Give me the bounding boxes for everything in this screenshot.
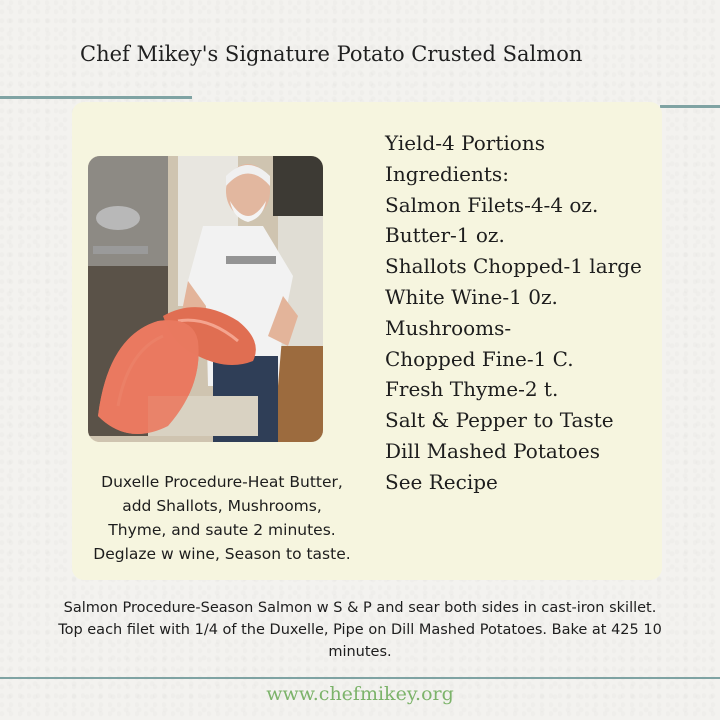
chef-with-salmon-photo-icon [88, 156, 323, 442]
chef-photo [88, 156, 323, 442]
recipe-line: Yield-4 Portions [385, 131, 545, 155]
recipe-line: Salt & Pepper to Taste [385, 408, 614, 433]
recipe-line: Salmon Filets-4-4 oz. [385, 192, 599, 217]
procedure-line: minutes. [328, 644, 392, 660]
recipe-line: Shallots Chopped-1 large [385, 254, 642, 279]
recipe-line: Butter-1 oz. [385, 223, 505, 248]
divider-top-right [660, 105, 720, 108]
duxelle-procedure [76, 470, 368, 566]
procedure-line: Top each filet with 1/4 of the Duxelle, Pipe on Dill Mashed Potatoes. Bake at 425 10 [58, 622, 662, 638]
divider-bottom [0, 677, 720, 679]
recipe-line: Mushrooms- [385, 315, 512, 340]
recipe-line: Chopped Fine-1 C. [385, 346, 574, 371]
divider-top-left [0, 96, 192, 99]
procedure-line: Duxelle Procedure-Heat Butter, [101, 473, 343, 491]
salmon-procedure [14, 597, 706, 663]
recipe-line: White Wine-1 0z. [385, 284, 558, 309]
page-title: Chef Mikey's Signature Potato Crusted Salmon [80, 42, 583, 66]
recipe-line: See Recipe [385, 469, 498, 494]
procedure-line: add Shallots, Mushrooms, [122, 497, 322, 515]
procedure-line: Deglaze w wine, Season to taste. [93, 545, 351, 563]
recipe-line: Dill Mashed Potatoes [385, 438, 600, 463]
recipe-line: Ingredients: [385, 161, 509, 186]
procedure-line: Thyme, and saute 2 minutes. [108, 521, 336, 539]
procedure-line: Salmon Procedure-Season Salmon w S & P and sear both sides in cast-iron skillet. [63, 600, 657, 616]
ingredients-list [385, 128, 675, 498]
website-link[interactable]: www.chefmikey.org [266, 683, 454, 705]
recipe-line: Fresh Thyme-2 t. [385, 377, 559, 402]
